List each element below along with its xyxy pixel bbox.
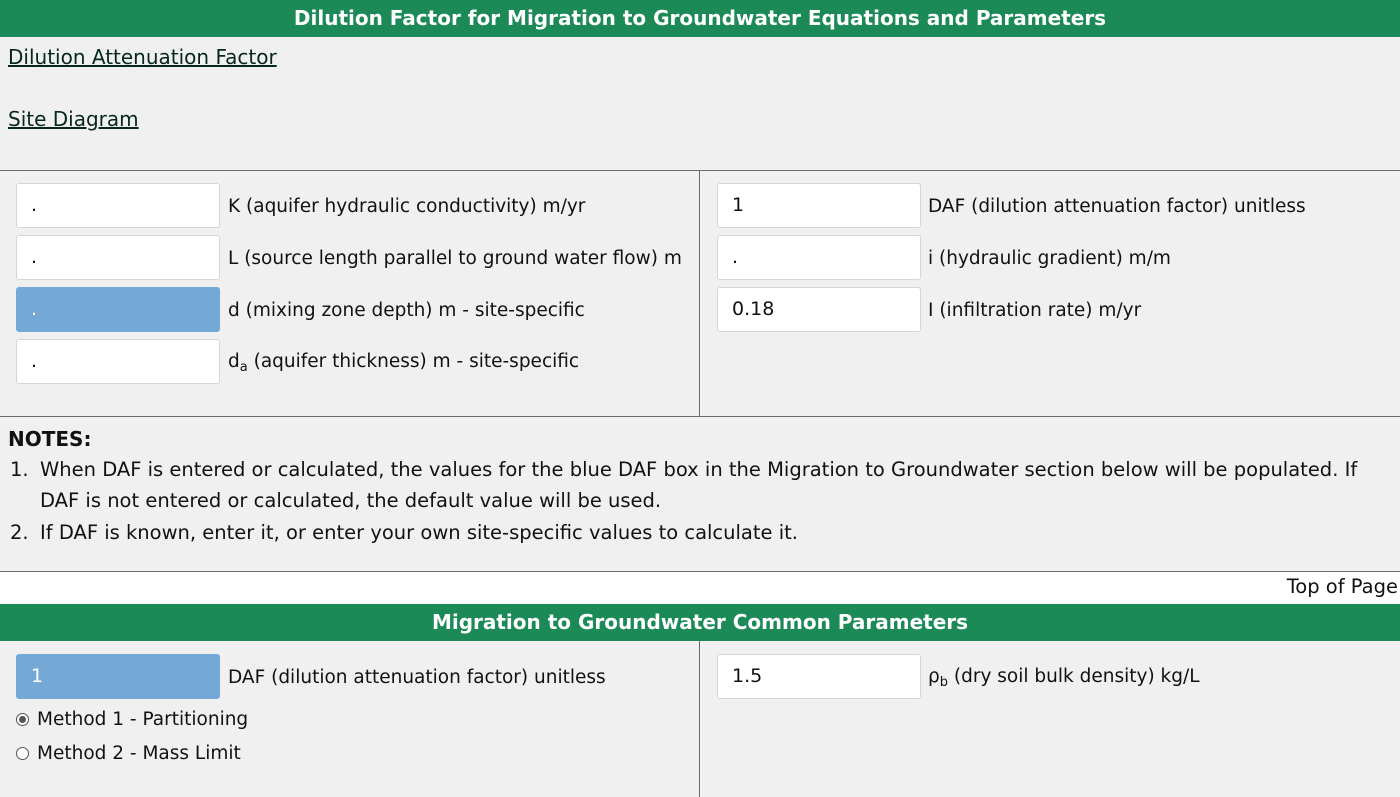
common-daf-label: DAF (dilution attenuation factor) unitless	[228, 667, 606, 688]
divider	[0, 416, 1400, 417]
bulk-density-label	[928, 666, 1200, 690]
bulk-density-suffix: (dry soil bulk density) kg/L	[948, 666, 1200, 687]
daf-label: DAF (dilution attenuation factor) unitless	[928, 196, 1306, 217]
i-hydraulic-gradient-input[interactable]	[717, 235, 921, 280]
d-label: d (mixing zone depth) m - site-specific	[228, 300, 585, 321]
note-item	[10, 454, 1370, 516]
da-label-suffix: (aquifer thickness) m - site-specific	[247, 351, 580, 372]
dilution-section-title: Dilution Factor for Migration to Groundwater Equations and Parameters	[0, 0, 1400, 37]
method-2-radio-row[interactable]	[16, 743, 241, 764]
infiltration-label: I (infiltration rate) m/yr	[928, 300, 1142, 321]
da-label-prefix: d	[228, 351, 240, 372]
l-source-length-input[interactable]	[16, 235, 220, 280]
bulk-density-prefix: ρ	[928, 666, 940, 687]
daf-input[interactable]	[717, 183, 921, 228]
column-divider	[699, 641, 700, 797]
da-label	[228, 351, 579, 375]
method-2-label: Method 2 - Mass Limit	[37, 743, 241, 764]
divider	[0, 170, 1400, 171]
note-number: 1.	[10, 458, 29, 481]
l-label: L (source length parallel to ground water flow) m	[228, 248, 682, 269]
da-aquifer-thickness-input[interactable]	[16, 339, 220, 384]
site-diagram-link[interactable]: Site Diagram	[8, 107, 139, 131]
method-1-label: Method 1 - Partitioning	[37, 709, 249, 730]
k-label: K (aquifer hydraulic conductivity) m/yr	[228, 196, 586, 217]
common-parameters-title: Migration to Groundwater Common Parameters	[0, 604, 1400, 641]
note-text: If DAF is known, enter it, or enter your own site-specific values to calculate it.	[40, 521, 798, 544]
i-label: i (hydraulic gradient) m/m	[928, 248, 1171, 269]
da-label-sub: a	[239, 360, 248, 375]
common-daf-input[interactable]	[16, 654, 220, 699]
notes-title: NOTES:	[8, 427, 92, 451]
dilution-attenuation-factor-link[interactable]: Dilution Attenuation Factor	[8, 45, 277, 69]
method-1-radio-row[interactable]	[16, 709, 248, 730]
bulk-density-input[interactable]	[717, 654, 921, 699]
infiltration-rate-input[interactable]	[717, 287, 921, 332]
k-hydraulic-conductivity-input[interactable]	[16, 183, 220, 228]
bulk-density-sub: b	[939, 675, 949, 690]
top-of-page-link[interactable]: Top of Page	[1286, 575, 1398, 598]
d-mixing-zone-depth-input[interactable]	[16, 287, 220, 332]
method-2-radio[interactable]	[16, 747, 29, 760]
method-1-radio[interactable]	[16, 713, 29, 726]
top-link-strip	[0, 572, 1400, 604]
note-item	[10, 517, 1370, 548]
note-text: When DAF is entered or calculated, the values for the blue DAF box in the Migration to Groundwater section below will be populated. If DAF is not entered or calculated, the default value will be used.	[40, 458, 1358, 512]
note-number: 2.	[10, 521, 29, 544]
column-divider	[699, 170, 700, 416]
